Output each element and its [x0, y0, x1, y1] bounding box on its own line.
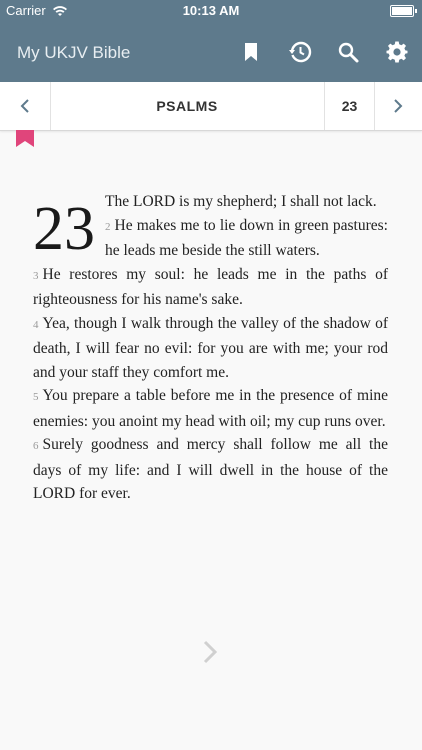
- verse-text: You prepare a table before me in the presence of mine enemies: you anoint my head with oil; my cup runs over.: [33, 387, 388, 430]
- verse-text: He makes me to lie down in green pastures: he leads me beside the still waters.: [105, 216, 388, 259]
- verse-text: Surely goodness and mercy shall follow me all the days of my life: and I will dwell in the house of the LORD for ever.: [33, 436, 388, 502]
- battery-icon: [390, 5, 414, 17]
- verse-number: 3: [33, 269, 39, 282]
- verse-6: [33, 433, 388, 506]
- previous-chapter-button[interactable]: [0, 82, 51, 130]
- carrier-label: Carrier: [6, 3, 46, 18]
- verse-text: The LORD is my shepherd; I shall not lack.: [105, 193, 377, 210]
- bookmark-marker-icon[interactable]: [16, 130, 34, 152]
- status-time: 10:13 AM: [182, 3, 240, 18]
- status-bar: [0, 0, 422, 22]
- chapter-drop-cap: 23: [33, 195, 95, 263]
- verse-3: [33, 263, 388, 312]
- chevron-right-icon: [202, 640, 218, 664]
- chapter-navigation: [0, 82, 422, 131]
- app-bar: [0, 22, 422, 82]
- chevron-right-icon: [392, 99, 404, 113]
- chapter-selector[interactable]: 23: [324, 82, 375, 130]
- app-title: My UKJV Bible: [17, 43, 131, 62]
- book-selector[interactable]: PSALMS: [156, 98, 218, 114]
- verse-1: [105, 193, 377, 210]
- verse-text: He restores my soul: he leads me in the paths of righteousness for his name's sake.: [33, 265, 388, 308]
- verse-number: 6: [33, 440, 39, 452]
- search-icon[interactable]: [336, 40, 360, 64]
- verse-5: [33, 384, 388, 433]
- settings-gear-icon[interactable]: [385, 40, 409, 64]
- chapter-text: [33, 190, 388, 506]
- verse-number: 4: [33, 318, 39, 331]
- verse-4: [33, 312, 388, 385]
- verse-text: Yea, though I walk through the valley of the shadow of death, I will fear no evil: for you are with me; your rod and your staff they comfort me.: [33, 314, 388, 381]
- bookmark-icon[interactable]: [239, 40, 263, 64]
- next-chapter-button[interactable]: [374, 82, 422, 130]
- history-icon[interactable]: [288, 40, 312, 64]
- verse-number: 2: [105, 220, 111, 233]
- chevron-left-icon: [19, 99, 31, 113]
- next-page-button[interactable]: [202, 640, 218, 669]
- verse-number: 5: [33, 391, 39, 403]
